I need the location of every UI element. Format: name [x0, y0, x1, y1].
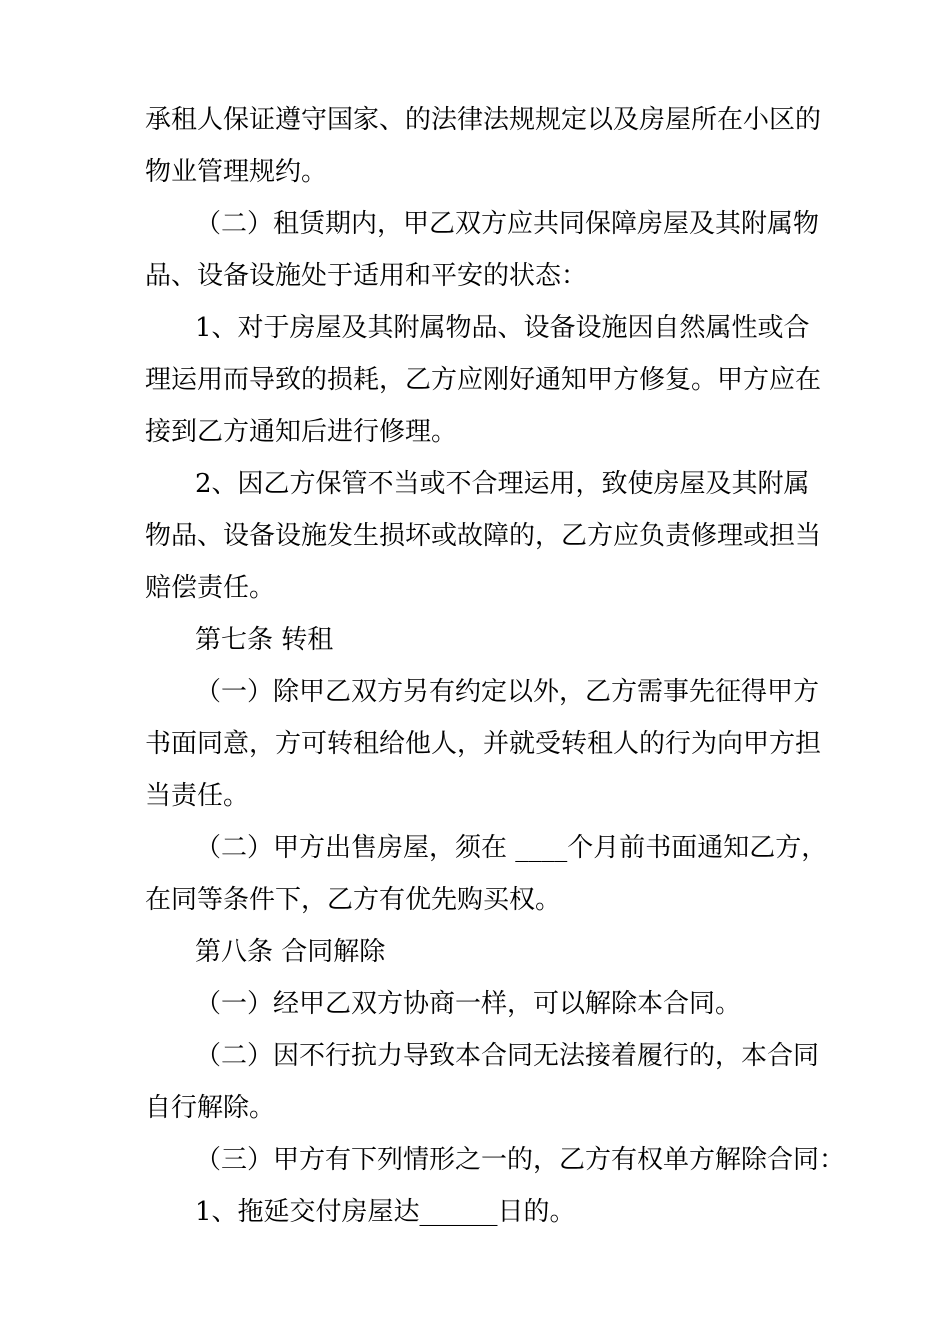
paragraph-line: （三）甲方有下列情形之一的，乙方有权单方解除合同：: [195, 1145, 846, 1175]
paragraph-line: 物品、设备设施发生损坏或故障的，乙方应负责修理或担当: [145, 521, 822, 551]
paragraph-line: 理运用而导致的损耗，乙方应刚好通知甲方修复。甲方应在: [145, 365, 822, 395]
paragraph-line: 物业管理规约。: [145, 157, 328, 187]
paragraph-line: 赔偿责任。: [145, 573, 276, 603]
paragraph-line: 当责任。: [145, 781, 250, 811]
paragraph-line: （二）租赁期内，甲乙双方应共同保障房屋及其附属物: [195, 209, 820, 239]
paragraph-line: 2、因乙方保管不当或不合理运用，致使房屋及其附属: [195, 469, 810, 499]
section-heading: 第七条 转租: [195, 625, 334, 655]
section-heading: 第八条 合同解除: [195, 937, 386, 967]
paragraph-line: （一）除甲乙双方另有约定以外，乙方需事先征得甲方: [195, 677, 820, 707]
paragraph-line: （二）因不行抗力导致本合同无法接着履行的，本合同: [195, 1041, 820, 1071]
paragraph-line: 品、设备设施处于适用和平安的状态：: [145, 261, 588, 291]
paragraph-line: 自行解除。: [145, 1093, 276, 1123]
paragraph-line: 承租人保证遵守国家、的法律法规规定以及房屋所在小区的: [145, 105, 822, 135]
paragraph-line: 在同等条件下，乙方有优先购买权。: [145, 885, 562, 915]
paragraph-line: 接到乙方通知后进行修理。: [145, 417, 458, 447]
paragraph-line: 1、对于房屋及其附属物品、设备设施因自然属性或合: [195, 313, 810, 343]
paragraph-line: （二）甲方出售房屋，须在 ____个月前书面通知乙方，: [195, 833, 828, 863]
paragraph-line: 书面同意，方可转租给他人，并就受转租人的行为向甲方担: [145, 729, 822, 759]
paragraph-line: 1、拖延交付房屋达______日的。: [195, 1197, 576, 1227]
paragraph-line: （一）经甲乙双方协商一样，可以解除本合同。: [195, 989, 742, 1019]
